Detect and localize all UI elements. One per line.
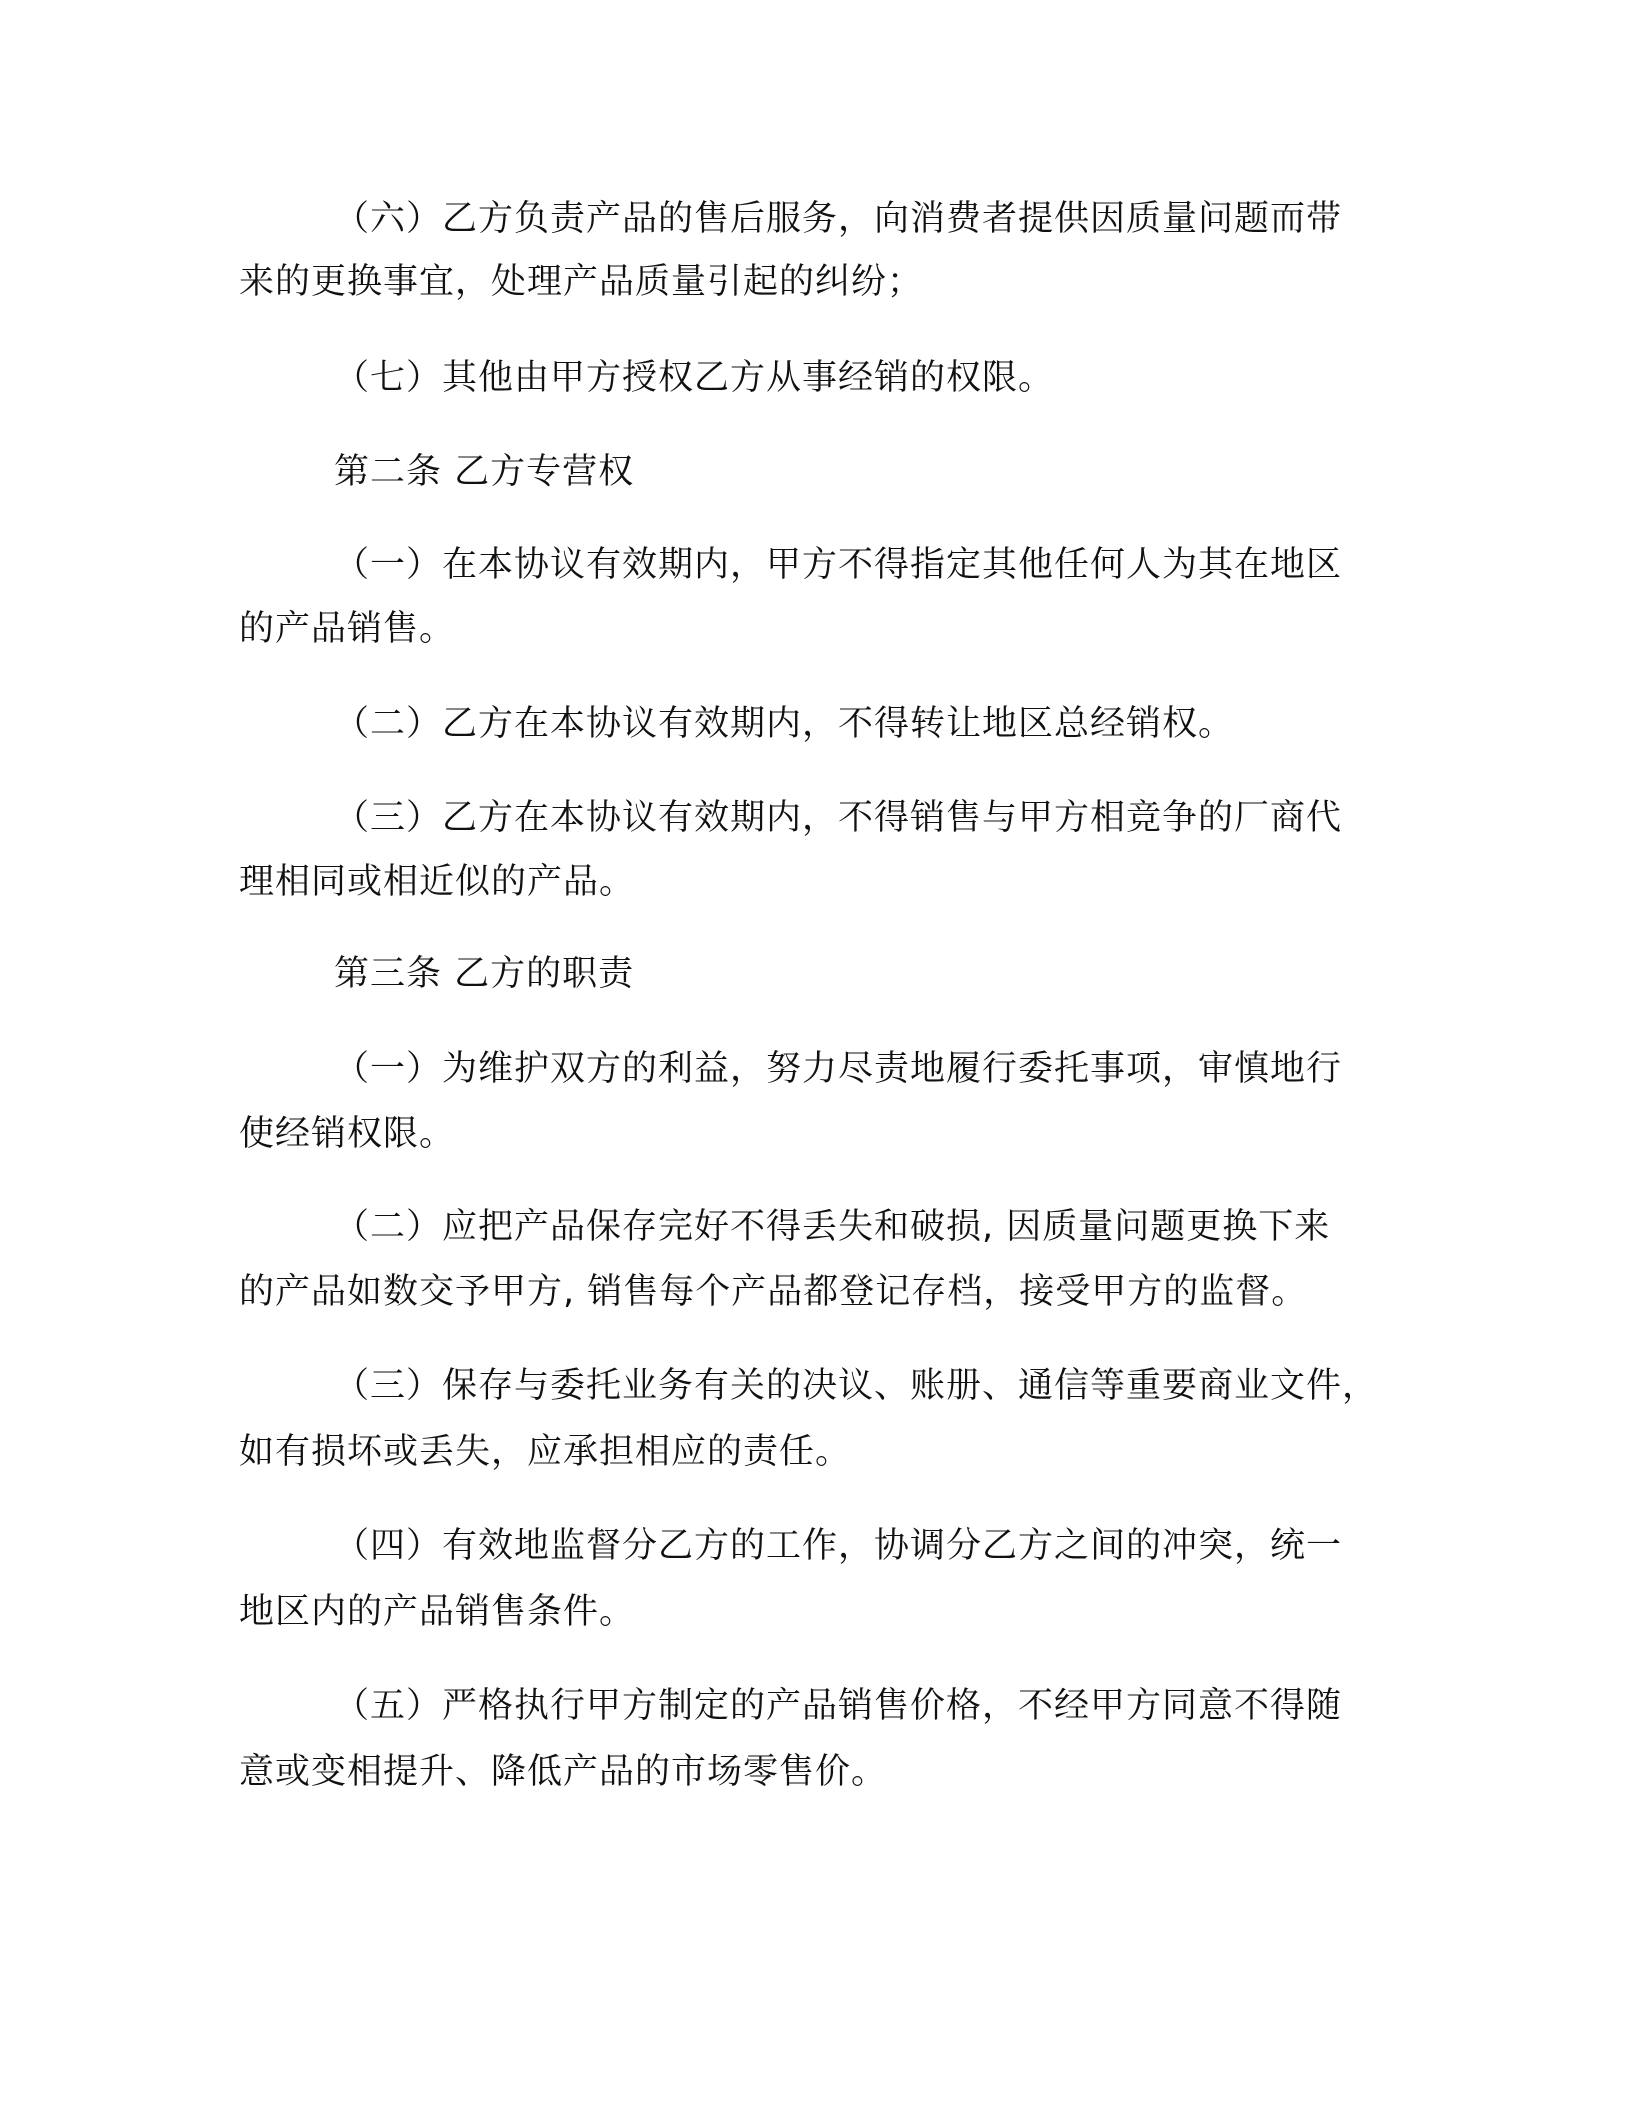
article-3-clause-2-line-1: （二）应把产品保存完好不得丢失和破损, 因质量问题更换下来 — [334, 1207, 1331, 1247]
article-3-clause-4-line-2: 地区内的产品销售条件。 — [239, 1592, 636, 1632]
clause-6-line-1: （六）乙方负责产品的售后服务，向消费者提供因质量问题而带 — [334, 199, 1343, 239]
article-2-heading: 第二条 乙方专营权 — [334, 452, 635, 492]
article-2-clause-1-line-2: 的产品销售。 — [239, 609, 456, 649]
article-3-clause-1-line-1: （一）为维护双方的利益，努力尽责地履行委托事项，审慎地行 — [334, 1049, 1343, 1089]
article-3-clause-1-line-2: 使经销权限。 — [239, 1114, 456, 1154]
article-3-clause-2-line-2: 的产品如数交予甲方, 销售每个产品都登记存档，接受甲方的监督。 — [239, 1272, 1308, 1312]
article-3-clause-5-line-1: （五）严格执行甲方制定的产品销售价格，不经甲方同意不得随 — [334, 1686, 1343, 1726]
article-3-heading: 第三条 乙方的职责 — [334, 954, 635, 994]
article-2-clause-3-line-2: 理相同或相近似的产品。 — [239, 862, 636, 902]
article-2-clause-3-line-1: （三）乙方在本协议有效期内，不得销售与甲方相竞争的厂商代 — [334, 798, 1343, 838]
article-3-clause-3-line-1: （三）保存与委托业务有关的决议、账册、通信等重要商业文件， — [334, 1366, 1379, 1406]
article-3-clause-5-line-2: 意或变相提升、降低产品的市场零售价。 — [239, 1752, 888, 1792]
clause-6-line-2: 来的更换事宜，处理产品质量引起的纠纷； — [239, 262, 924, 302]
article-3-clause-4-line-1: （四）有效地监督分乙方的工作，协调分乙方之间的冲突，统一 — [334, 1526, 1343, 1566]
article-2-clause-2-line-1: （二）乙方在本协议有效期内，不得转让地区总经销权。 — [334, 704, 1235, 744]
article-2-clause-1-line-1: （一）在本协议有效期内，甲方不得指定其他任何人为其在地区 — [334, 545, 1343, 585]
clause-7-line-1: （七）其他由甲方授权乙方从事经销的权限。 — [334, 358, 1055, 398]
article-3-clause-3-line-2: 如有损坏或丢失，应承担相应的责任。 — [239, 1432, 852, 1472]
